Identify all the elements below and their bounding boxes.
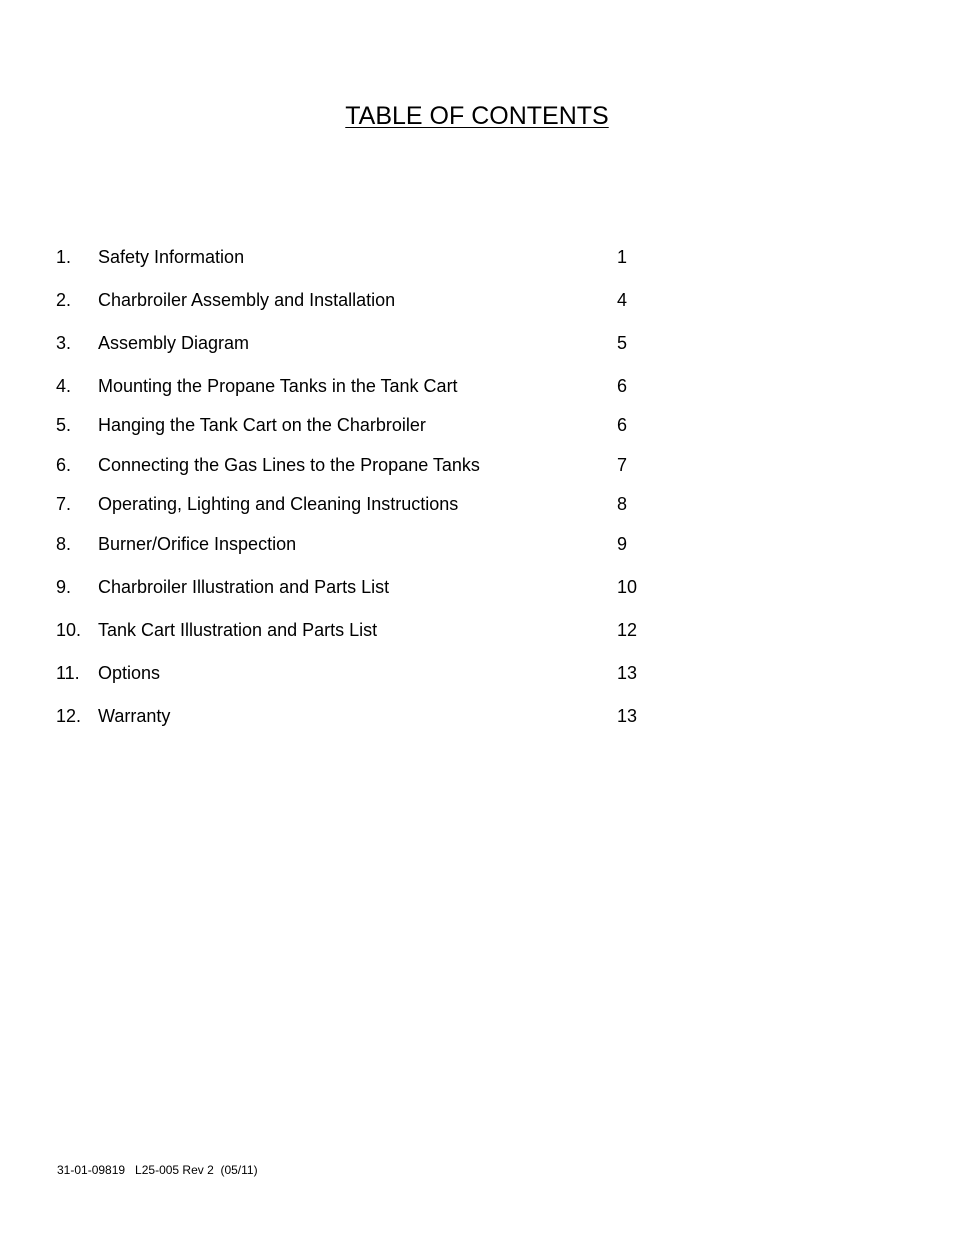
toc-entry-page: 6 <box>617 415 628 435</box>
toc-entry-title: Options <box>98 663 161 683</box>
toc-entry <box>0 453 954 477</box>
toc-entry-page: 12 <box>617 620 638 640</box>
toc-entry <box>0 661 954 685</box>
toc-entry-number: 1. <box>56 247 72 267</box>
toc-entry-page: 5 <box>617 333 628 353</box>
toc-entry-page: 8 <box>617 494 628 514</box>
toc-entry-number: 4. <box>56 376 72 396</box>
toc-entry <box>0 288 954 312</box>
toc-entry-page: 7 <box>617 455 628 475</box>
toc-entry-title: Burner/Orifice Inspection <box>98 534 297 554</box>
toc-entry-title: Operating, Lighting and Cleaning Instructions <box>98 494 459 514</box>
toc-entry <box>0 374 954 398</box>
toc-entry-number: 12. <box>56 706 82 726</box>
toc-entry-page: 10 <box>617 577 638 597</box>
toc-entry-number: 11. <box>56 663 80 683</box>
toc-entry <box>0 245 954 269</box>
toc-entry-title: Hanging the Tank Cart on the Charbroiler <box>98 415 426 435</box>
toc-entry-number: 10. <box>56 620 82 640</box>
toc-entry <box>0 532 954 556</box>
toc-entry-title: Warranty <box>98 706 171 726</box>
toc-entry <box>0 618 954 642</box>
toc-entry-page: 4 <box>617 290 628 310</box>
toc-entry-page: 13 <box>617 706 638 726</box>
toc-entry-page: 6 <box>617 376 628 396</box>
toc-entry-page: 13 <box>617 663 638 683</box>
toc-entry-number: 8. <box>56 534 72 554</box>
document-footer: 31-01-09819 L25-005 Rev 2 (05/11) <box>57 1163 258 1177</box>
toc-entry-page: 9 <box>617 534 628 554</box>
toc-entry-title: Assembly Diagram <box>98 333 250 353</box>
toc-entry <box>0 704 954 728</box>
page-title-text: TABLE OF CONTENTS <box>345 102 609 130</box>
toc-entry <box>0 492 954 516</box>
toc-entry-title: Charbroiler Assembly and Installation <box>98 290 396 310</box>
toc-entry-number: 7. <box>56 494 72 514</box>
toc-entry-number: 3. <box>56 333 72 353</box>
toc-entry-title: Safety Information <box>98 247 245 267</box>
toc-entry-number: 5. <box>56 415 72 435</box>
toc-entry-page: 1 <box>617 247 628 267</box>
toc-entry <box>0 575 954 599</box>
toc-entry-number: 6. <box>56 455 72 475</box>
toc-entry-title: Charbroiler Illustration and Parts List <box>98 577 390 597</box>
toc-entry-title: Tank Cart Illustration and Parts List <box>98 620 378 640</box>
toc-entry <box>0 413 954 437</box>
toc-entry-title: Mounting the Propane Tanks in the Tank Cart <box>98 376 458 396</box>
toc-entry-number: 9. <box>56 577 72 597</box>
toc-entry-title: Connecting the Gas Lines to the Propane Tanks <box>98 455 480 475</box>
toc-entry-number: 2. <box>56 290 72 310</box>
toc-entry <box>0 331 954 355</box>
